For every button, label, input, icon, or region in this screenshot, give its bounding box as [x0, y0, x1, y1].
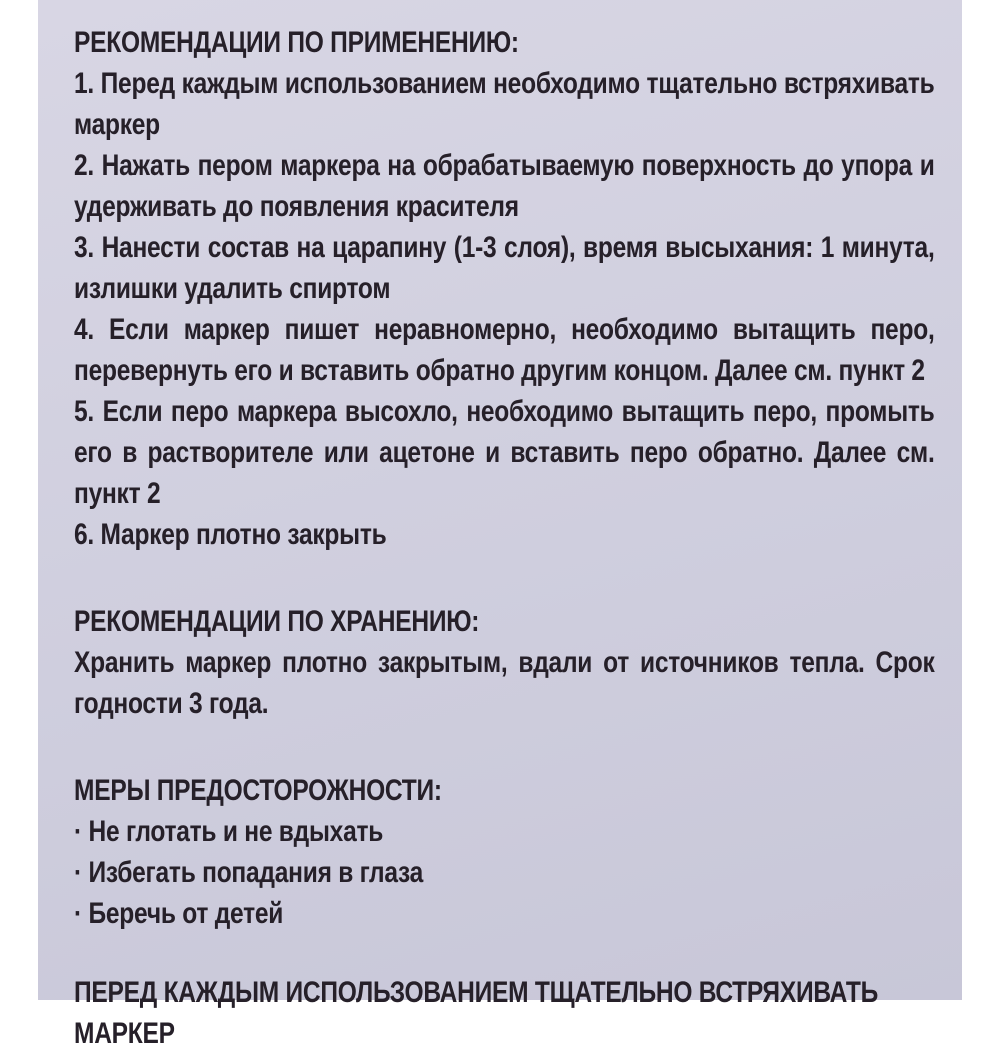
precautions-heading: МЕРЫ ПРЕДОСТОРОЖНОСТИ:: [74, 774, 442, 807]
storage-text: Хранить маркер плотно закрытым, вдали от источников тепла. Срок годности 3 года.: [74, 646, 935, 720]
usage-item-1: 1. Перед каждым использованием необходимо тщательно встряхивать маркер: [74, 67, 935, 141]
label-text-block: [74, 22, 935, 1054]
label-content: [74, 22, 936, 1054]
usage-heading: РЕКОМЕНДАЦИИ ПО ПРИМЕНЕНИЮ:: [74, 26, 519, 59]
usage-item-3: 3. Нанести состав на царапину (1-3 слоя), время высыхания: 1 минута, излишки удалить спиртом: [74, 231, 935, 305]
usage-item-4: 4. Если маркер пишет неравномерно, необходимо вытащить перо, перевернуть его и вставить обратно другим концом. Далее см. пункт 2: [74, 313, 935, 387]
storage-heading: РЕКОМЕНДАЦИИ ПО ХРАНЕНИЮ:: [74, 605, 480, 638]
section-storage: [74, 601, 935, 724]
usage-item-6: 6. Маркер плотно закрыть: [74, 518, 387, 551]
usage-item-5: 5. Если перо маркера высохло, необходимо вытащить перо, промыть его в растворителе или ацетоне и вставить перо обратно. Далее см. пункт 2: [74, 395, 935, 510]
usage-item-2: 2. Нажать пером маркера на обрабатываемую поверхность до упора и удерживать до появления красителя: [74, 149, 935, 223]
precaution-item-2: · Избегать попадания в глаза: [74, 856, 424, 889]
section-precautions: [74, 770, 935, 934]
precaution-item-1: · Не глотать и не вдыхать: [74, 815, 384, 848]
section-usage: [74, 22, 935, 555]
footer-warning: ПЕРЕД КАЖДЫМ ИСПОЛЬЗОВАНИЕМ ТЩАТЕЛЬНО ВСТРЯХИВАТЬ МАРКЕР: [74, 976, 878, 1050]
precaution-item-3: · Беречь от детей: [74, 897, 284, 930]
label-sheet: [38, 0, 962, 1050]
